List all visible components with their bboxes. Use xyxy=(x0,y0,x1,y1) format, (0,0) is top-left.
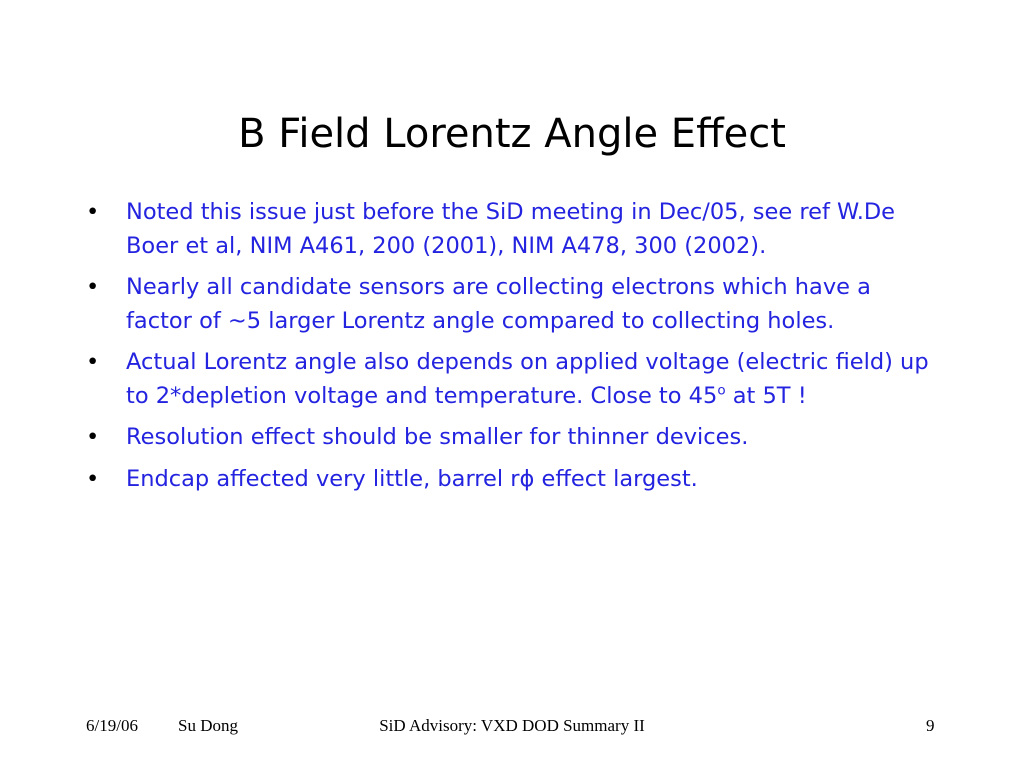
page-number: 9 xyxy=(926,716,935,735)
bullet-item xyxy=(86,196,936,263)
bullet-item xyxy=(86,421,936,455)
bullet-item xyxy=(86,346,936,413)
footer-title: SiD Advisory: VXD DOD Summary II xyxy=(379,716,645,735)
bullet-marker: • xyxy=(86,424,100,450)
footer-date: 6/19/06 xyxy=(86,716,138,735)
bullet-text: Resolution effect should be smaller for thinner devices. xyxy=(126,424,749,450)
bullet-marker: • xyxy=(86,274,100,300)
footer-author: Su Dong xyxy=(178,716,238,735)
bullet-marker: • xyxy=(86,199,100,225)
degree-superscript: o xyxy=(717,382,726,398)
bullet-item xyxy=(86,271,936,338)
bullet-text: Nearly all candidate sensors are collecting electrons which have a factor of ~5 larger Lorentz angle compared to collecting holes. xyxy=(126,274,871,334)
bullet-text-after: at 5T ! xyxy=(725,382,807,409)
bullet-marker: • xyxy=(86,349,100,375)
bullet-text: Noted this issue just before the SiD meeting in Dec/05, see ref W.De Boer et al, NIM A461, 200 (2001), NIM A478, 300 (2002). xyxy=(126,199,896,259)
bullet-marker: • xyxy=(86,465,100,492)
bullet-text xyxy=(126,349,929,409)
bullet-list xyxy=(86,196,936,504)
slide-title: B Field Lorentz Angle Effect xyxy=(238,111,786,157)
bullet-text: Endcap affected very little, barrel rϕ effect largest. xyxy=(126,465,698,492)
bullet-text-before: Actual Lorentz angle also depends on applied voltage (electric field) up to 2*depletion voltage and temperature. Close to 45 xyxy=(126,349,929,409)
bullet-item xyxy=(86,463,936,497)
